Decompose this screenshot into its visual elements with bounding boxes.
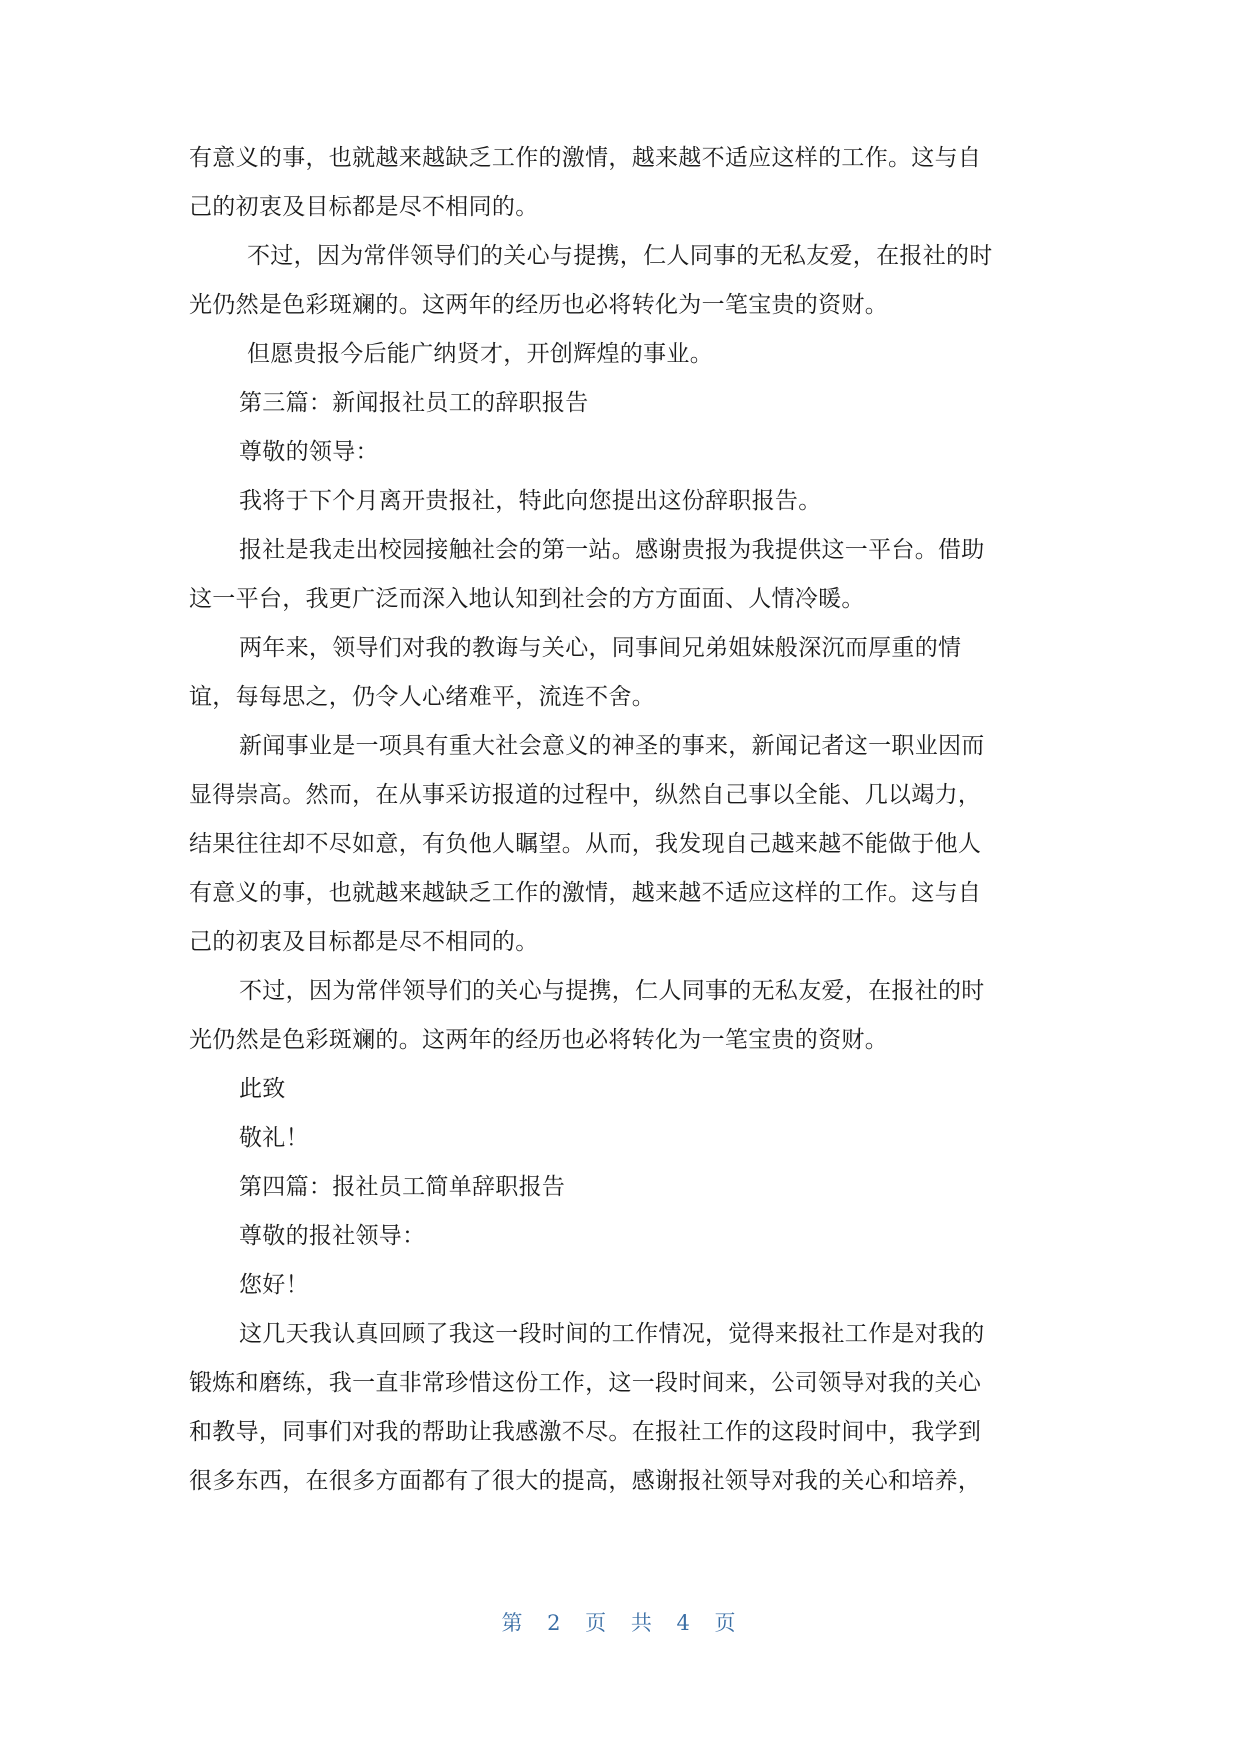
text-line: 报社是我走出校园接触社会的第一站。感谢贵报为我提供这一平台。借助 [239,537,985,563]
text-line: 两年来，领导们对我的教诲与关心，同事间兄弟姐妹般深沉而厚重的情 [239,635,962,661]
text-line: 光仍然是色彩斑斓的。这两年的经历也必将转化为一笔宝贵的资财。 [189,1027,888,1053]
salutation: 尊敬的报社领导： [239,1223,426,1249]
closing-line: 敬礼！ [239,1125,309,1151]
text-line: 有意义的事，也就越来越缺乏工作的激情，越来越不适应这样的工作。这与自 [189,145,982,171]
text-line: 这几天我认真回顾了我这一段时间的工作情况，觉得来报社工作是对我的 [239,1321,985,1347]
text-line: 己的初衷及目标都是尽不相同的。 [189,929,539,955]
salutation: 尊敬的领导： [239,439,379,465]
text-line: 不过，因为常伴领导们的关心与提携，仁人同事的无私友爱，在报社的时 [247,243,993,269]
text-line: 不过，因为常伴领导们的关心与提携，仁人同事的无私友爱，在报社的时 [239,978,985,1004]
greeting: 您好！ [239,1272,309,1298]
text-line: 光仍然是色彩斑斓的。这两年的经历也必将转化为一笔宝贵的资财。 [189,292,888,318]
document-body [189,134,1057,1506]
text-line: 和教导，同事们对我的帮助让我感激不尽。在报社工作的这段时间中，我学到 [189,1419,982,1445]
text-line: 结果往往却不尽如意，有负他人瞩望。从而，我发现自己越来越不能做于他人 [189,831,982,857]
text-line: 但愿贵报今后能广纳贤才，开创辉煌的事业。 [247,341,713,367]
text-line: 很多东西，在很多方面都有了很大的提高，感谢报社领导对我的关心和培养， [189,1468,982,1494]
text-line: 显得崇高。然而，在从事采访报道的过程中，纵然自己事以全能、几以竭力， [189,782,982,808]
section-heading: 第三篇：新闻报社员工的辞职报告 [239,390,589,416]
text-line: 我将于下个月离开贵报社，特此向您提出这份辞职报告。 [239,488,822,514]
text-line: 谊，每每思之，仍令人心绪难平，流连不舍。 [189,684,655,710]
text-line: 有意义的事，也就越来越缺乏工作的激情，越来越不适应这样的工作。这与自 [189,880,982,906]
text-line: 己的初衷及目标都是尽不相同的。 [189,194,539,220]
page-number-footer: 第 2 页 共 4 页 [501,1611,740,1635]
text-line: 新闻事业是一项具有重大社会意义的神圣的事来，新闻记者这一职业因而 [239,733,985,759]
closing-line: 此致 [239,1076,286,1102]
text-line: 这一平台，我更广泛而深入地认知到社会的方方面面、人情冷暖。 [189,586,865,612]
text-line: 锻炼和磨练，我一直非常珍惜这份工作，这一段时间来，公司领导对我的关心 [189,1370,982,1396]
section-heading: 第四篇：报社员工简单辞职报告 [239,1174,566,1200]
